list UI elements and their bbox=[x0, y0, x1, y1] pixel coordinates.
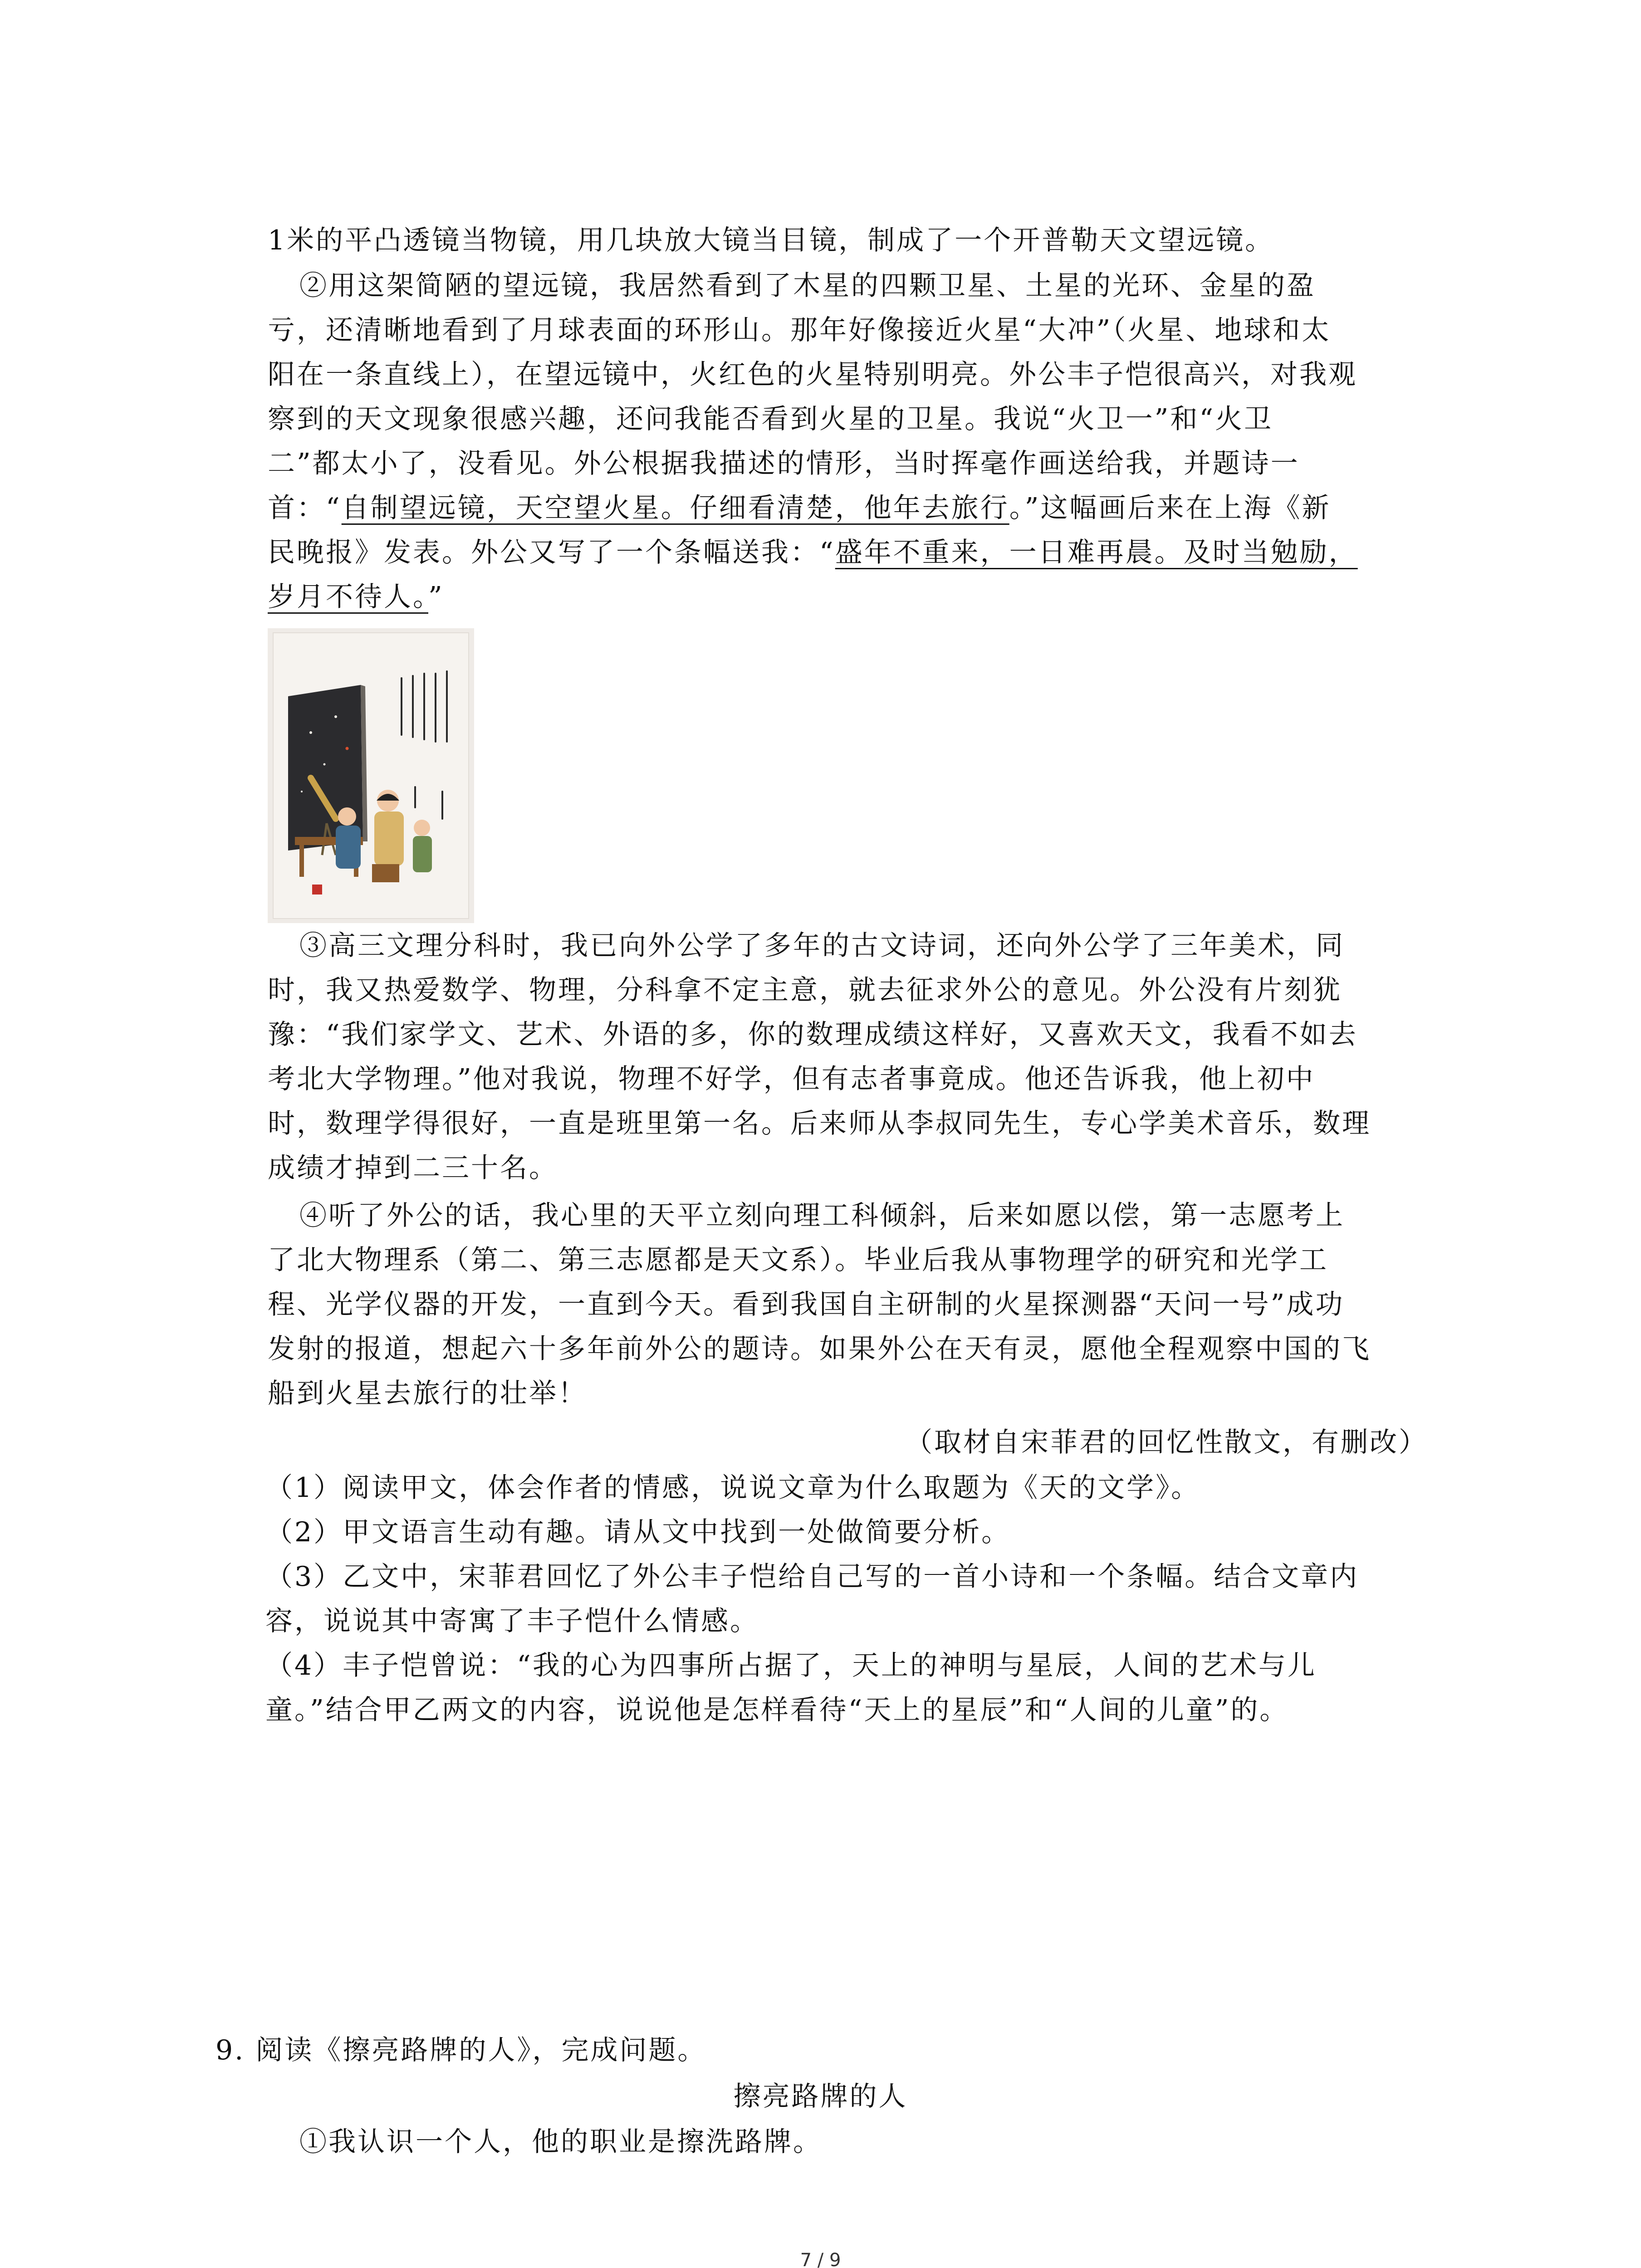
passage-line: 民晚报》发表。外公又写了一个条幅送我：“盛年不重来，一日难再晨。及时当勉励， bbox=[268, 537, 1358, 568]
passage-line: 程、光学仪器的开发，一直到今天。看到我国自主研制的火星探测器“天问一号”成功 bbox=[268, 1289, 1345, 1320]
question-line: （2）甲文语言生动有趣。请从文中找到一处做简要分析。 bbox=[265, 1516, 1011, 1548]
passage-line: 二”都太小了，没看见。外公根据我描述的情形，当时挥毫作画送给我，并题诗一 bbox=[268, 448, 1300, 479]
passage-line: 岁月不待人。” bbox=[268, 581, 444, 613]
underlined-poem: 自制望远镜，天空望火星。仔细看清楚，他年去旅行 bbox=[341, 492, 1009, 524]
passage-line: 阳在一条直线上），在望远镜中，火红色的火星特别明亮。外公丰子恺很高兴，对我观 bbox=[268, 359, 1357, 391]
painting-image bbox=[268, 628, 474, 923]
passage-line: ③高三文理分科时，我已向外公学了多年的古文诗词，还向外公学了三年美术，同 bbox=[299, 930, 1345, 962]
question-line: 容，说说其中寄寓了丰子恺什么情感。 bbox=[265, 1605, 759, 1637]
passage-line: 船到火星去旅行的壮举！ bbox=[268, 1378, 587, 1409]
underlined-scroll-text: 盛年不重来，一日难再晨。及时当勉励， bbox=[835, 537, 1358, 568]
question-line: （3）乙文中，宋菲君回忆了外公丰子恺给自己写的一首小诗和一个条幅。结合文章内 bbox=[265, 1561, 1359, 1593]
passage-line: 察到的天文现象很感兴趣，还问我能否看到火星的卫星。我说“火卫一”和“火卫 bbox=[268, 403, 1274, 435]
passage-line: 发射的报道，想起六十多年前外公的题诗。如果外公在天有灵，愿他全程观察中国的飞 bbox=[268, 1333, 1371, 1365]
passage-line: 了北大物理系（第二、第三志愿都是天文系）。毕业后我从事物理学的研究和光学工 bbox=[268, 1244, 1328, 1276]
article-title: 擦亮路牌的人 bbox=[733, 2081, 908, 2112]
passage-line: 亏，还清晰地看到了月球表面的环形山。那年好像接近火星“大冲”（火星、地球和太 bbox=[268, 314, 1331, 346]
passage-line: 1米的平凸透镜当物镜，用几块放大镜当目镜，制成了一个开普勒天文望远镜。 bbox=[268, 225, 1274, 256]
passage-line: 豫：“我们家学文、艺术、外语的多，你的数理成绩这样好，又喜欢天文，我看不如去 bbox=[268, 1019, 1358, 1051]
passage-line: 首：“自制望远镜，天空望火星。仔细看清楚，他年去旅行。”这幅画后来在上海《新 bbox=[268, 492, 1331, 524]
passage-line: ④听了外公的话，我心里的天平立刻向理工科倾斜，后来如愿以偿，第一志愿考上 bbox=[299, 1200, 1345, 1232]
passage-line: 时，数理学得很好，一直是班里第一名。后来师从李叔同先生，专心学美术音乐，数理 bbox=[268, 1108, 1371, 1139]
question-9-prompt: 9. 阅读《擦亮路牌的人》，完成问题。 bbox=[216, 2034, 707, 2066]
passage-line: ②用这架简陋的望远镜，我居然看到了木星的四颗卫星、土星的光环、金星的盈 bbox=[299, 270, 1316, 302]
underlined-scroll-text: 岁月不待人。 bbox=[268, 581, 428, 613]
painting-illustration bbox=[268, 628, 474, 923]
page-number: 7 / 9 bbox=[800, 2250, 841, 2268]
question-line: （1）阅读甲文，体会作者的情感，说说文章为什么取题为《天的文学》。 bbox=[265, 1472, 1200, 1504]
question-line: 童。”结合甲乙两文的内容，说说他是怎样看待“天上的星辰”和“人间的儿童”的。 bbox=[265, 1694, 1289, 1726]
passage-line: 时，我又热爱数学、物理，分科拿不定主意，就去征求外公的意见。外公没有片刻犹 bbox=[268, 974, 1342, 1006]
source-note: （取材自宋菲君的回忆性散文，有删改） bbox=[905, 1427, 1428, 1458]
passage-line: 考北大学物理。”他对我说，物理不好学，但有志者事竟成。他还告诉我，他上初中 bbox=[268, 1063, 1315, 1095]
passage-line: 成绩才掉到二三十名。 bbox=[268, 1152, 558, 1184]
question-line: （4）丰子恺曾说：“我的心为四事所占据了，天上的神明与星辰，人间的艺术与儿 bbox=[265, 1650, 1317, 1681]
passage-line: ①我认识一个人，他的职业是擦洗路牌。 bbox=[299, 2126, 822, 2158]
